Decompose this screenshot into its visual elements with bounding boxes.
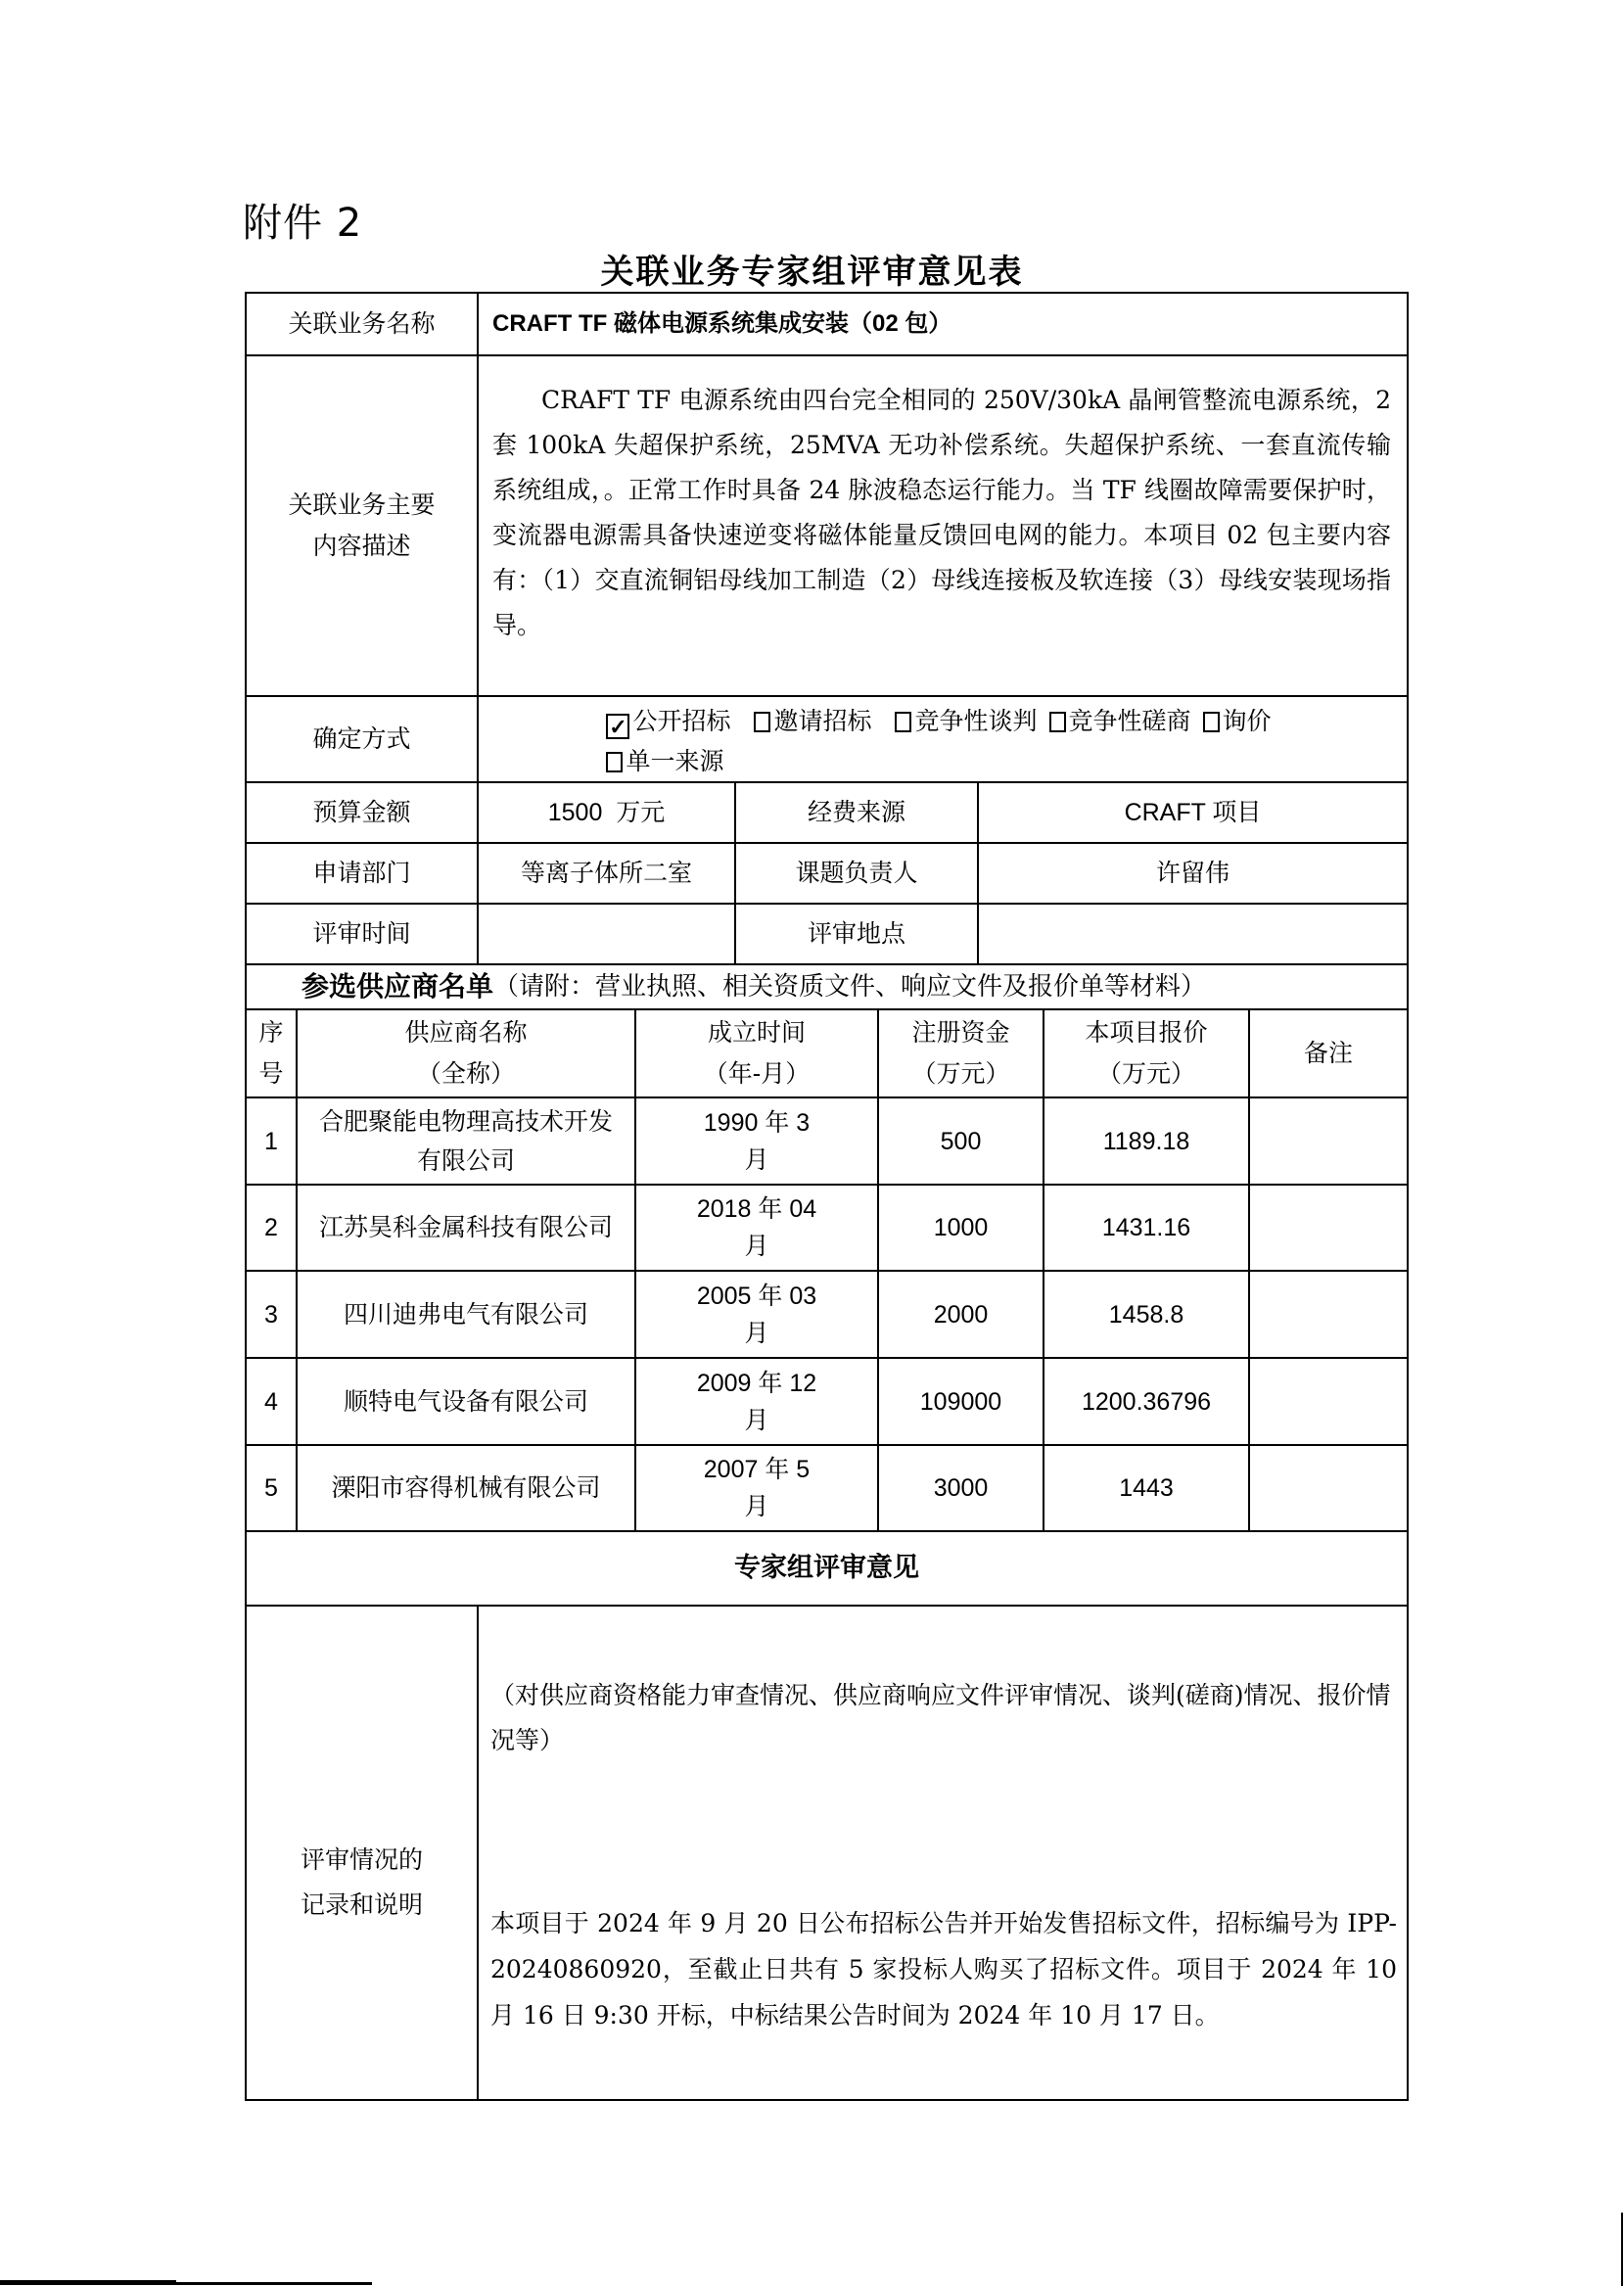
supplier-quote-cell: [1044, 1098, 1250, 1186]
supplier-quote: 1443: [1119, 1474, 1174, 1502]
supplier-quote-cell: [1044, 1359, 1250, 1446]
supplier-seq-cell: [247, 1446, 298, 1532]
supplier-name: 合肥聚能电物理高技术开发有限公司: [318, 1106, 613, 1175]
col-header-founded: [636, 1010, 879, 1098]
project-leader-value: [979, 844, 1407, 905]
method-option-label: 竞争性谈判: [914, 707, 1038, 735]
budget-label: [247, 783, 479, 844]
supplier-quote-cell: [1044, 1186, 1250, 1272]
col-header-capital: [879, 1010, 1044, 1098]
supplier-name-cell: [298, 1186, 636, 1272]
review-time-label: [247, 905, 479, 965]
col-header-seq-line2: 号: [258, 1059, 284, 1088]
col-header-seq: [247, 1010, 298, 1098]
supplier-capital: 1000: [933, 1214, 989, 1241]
form-table: [245, 292, 1409, 2101]
supplier-name: 溧阳市容得机械有限公司: [331, 1473, 601, 1502]
review-location-value: [979, 905, 1407, 965]
checkbox-unchecked-icon[interactable]: [606, 752, 623, 772]
supplier-capital: 500: [940, 1127, 982, 1155]
record-label: [247, 1607, 479, 2099]
col-header-capital-line2: （万元）: [911, 1059, 1010, 1088]
supplier-seq: 1: [264, 1127, 278, 1155]
review-location-label-text: 评审地点: [807, 919, 905, 948]
supplier-founded-cell: [636, 1272, 879, 1359]
method-label-text: 确定方式: [312, 724, 411, 753]
col-header-name-line2: （全称）: [416, 1059, 515, 1088]
supplier-remark-cell: [1250, 1098, 1407, 1186]
business-name-value: [479, 294, 1407, 356]
supplier-capital: 2000: [933, 1300, 989, 1329]
col-header-remark: [1250, 1010, 1407, 1098]
supplier-name: 江苏昊科金属科技有限公司: [318, 1213, 613, 1241]
col-header-name: [298, 1010, 636, 1098]
supplier-capital-cell: [879, 1272, 1044, 1359]
supplier-list-heading-note: （请附：营业执照、相关资质文件、响应文件及报价单等材料）: [493, 972, 1207, 1002]
supplier-founded: 2007 年 5 月: [703, 1456, 811, 1520]
supplier-name-cell: [298, 1098, 636, 1186]
review-body-text: 本项目于 2024 年 9 月 20 日公布招标公告并开始发售招标文件，招标编号为 IPP-20240860920，至截止日共有 5 家投标人购买了招标文件。项目于 2024 年 10 月 16 日 9:30 开标，中标结果公告时间为 2024 年 10 月 17 日。: [490, 1909, 1397, 2029]
supplier-quote: 1189.18: [1102, 1127, 1190, 1155]
col-header-quote: [1044, 1010, 1250, 1098]
supplier-name-cell: [298, 1359, 636, 1446]
col-header-capital-line1: 注册资金: [911, 1018, 1010, 1047]
supplier-name-cell: [298, 1272, 636, 1359]
supplier-capital: 3000: [933, 1474, 989, 1502]
description-label: [247, 356, 479, 697]
description-label-line1: 关联业务主要: [288, 490, 436, 519]
supplier-founded-cell: [636, 1359, 879, 1446]
method-option[interactable]: [606, 707, 731, 740]
funding-source-label-text: 经费来源: [807, 798, 905, 826]
supplier-quote-cell: [1044, 1446, 1250, 1532]
supplier-capital: 109000: [919, 1387, 1002, 1416]
project-leader-label: [736, 844, 979, 905]
review-time-value: [479, 905, 736, 965]
opinion-section-title: [247, 1532, 1407, 1607]
method-option[interactable]: [606, 747, 723, 775]
supplier-founded-cell: [636, 1446, 879, 1532]
method-option[interactable]: [1049, 707, 1191, 735]
col-header-quote-line2: （万元）: [1096, 1059, 1195, 1088]
budget-label-text: 预算金额: [312, 798, 411, 826]
supplier-capital-cell: [879, 1186, 1044, 1272]
department-label: [247, 844, 479, 905]
supplier-founded-cell: [636, 1098, 879, 1186]
supplier-list-heading: [247, 965, 1407, 1010]
supplier-seq: 2: [264, 1214, 278, 1241]
department-value-text: 等离子体所二室: [520, 859, 692, 887]
supplier-seq-cell: [247, 1098, 298, 1186]
project-leader-label-text: 课题负责人: [795, 859, 918, 887]
supplier-capital-cell: [879, 1098, 1044, 1186]
method-option[interactable]: [895, 707, 1037, 735]
checkbox-unchecked-icon[interactable]: [754, 712, 770, 732]
review-location-label: [736, 905, 979, 965]
checkbox-checked-icon[interactable]: ✓: [606, 714, 629, 739]
description-label-line2: 内容描述: [312, 532, 411, 560]
supplier-founded: 2018 年 04 月: [696, 1195, 817, 1260]
supplier-remark-cell: [1250, 1446, 1407, 1532]
review-time-label-text: 评审时间: [312, 919, 411, 948]
department-label-text: 申请部门: [312, 859, 411, 887]
supplier-remark-cell: [1250, 1359, 1407, 1446]
business-name-value-text: CRAFT TF 磁体电源系统集成安装（02 包）: [492, 310, 952, 337]
supplier-founded: 1990 年 3 月: [703, 1108, 811, 1174]
description-value: [479, 356, 1407, 697]
record-label-line1: 评审情况的: [300, 1844, 423, 1874]
col-header-founded-line1: 成立时间: [707, 1018, 806, 1047]
method-label: [247, 697, 479, 783]
method-option-label: 询价: [1222, 707, 1272, 735]
checkbox-unchecked-icon[interactable]: [895, 712, 911, 732]
page-title: 关联业务专家组评审意见表: [600, 253, 1024, 292]
supplier-remark-cell: [1250, 1272, 1407, 1359]
review-intro-text: （对供应商资格能力审查情况、供应商响应文件评审情况、谈判(磋商)情况、报价情况等）: [490, 1681, 1391, 1754]
method-option[interactable]: [754, 707, 871, 735]
col-header-founded-line2: （年-月）: [703, 1059, 811, 1088]
method-option-label: 邀请招标: [773, 707, 872, 735]
supplier-quote-cell: [1044, 1272, 1250, 1359]
supplier-seq-cell: [247, 1186, 298, 1272]
scan-edge-artifact: [176, 2282, 372, 2285]
supplier-quote: 1200.36796: [1081, 1387, 1212, 1416]
opinion-section-title-text: 专家组评审意见: [734, 1553, 919, 1583]
record-content: [479, 1607, 1407, 2099]
description-text: CRAFT TF 电源系统由四台完全相同的 250V/30kA 晶闸管整流电源系统，2 套 100kA 失超保护系统，25MVA 无功补偿系统。失超保护系统、一套直流传输系统组成，。正常工作时具备 24 脉波稳态运行能力。当 TF 线圈故障需要保护时，变流器电源需具备快速逆变将磁体能量反馈回电网的能力。本项目 02 包主要内容有：（1）交直流铜铝母线加工制造（2）母线连接板及软连接（3）母线安装现场指导。: [492, 386, 1391, 639]
scan-edge-artifact: [1621, 2213, 1623, 2286]
col-header-quote-line1: 本项目报价: [1085, 1018, 1208, 1047]
checkbox-unchecked-icon[interactable]: [1049, 712, 1066, 732]
checkbox-unchecked-icon[interactable]: [1203, 712, 1220, 732]
budget-value: [479, 783, 736, 844]
business-name-label-text: 关联业务名称: [288, 309, 436, 338]
method-option-label: 单一来源: [626, 747, 724, 775]
method-options-list: [592, 697, 1292, 781]
supplier-list-heading-bold: 参选供应商名单: [302, 970, 494, 1003]
supplier-capital-cell: [879, 1359, 1044, 1446]
funding-source-value: [979, 783, 1407, 844]
business-name-label: [247, 294, 479, 356]
supplier-founded-cell: [636, 1186, 879, 1272]
supplier-name-cell: [298, 1446, 636, 1532]
supplier-quote: 1458.8: [1108, 1300, 1184, 1329]
supplier-name: 四川迪弗电气有限公司: [343, 1299, 588, 1329]
method-option-label: 公开招标: [632, 707, 731, 735]
supplier-founded: 2009 年 12 月: [696, 1369, 817, 1434]
department-value: [479, 844, 736, 905]
method-options: [479, 697, 1407, 783]
col-header-name-line1: 供应商名称: [404, 1018, 528, 1047]
attachment-label: 附件 2: [243, 201, 363, 246]
supplier-seq: 5: [264, 1474, 278, 1502]
supplier-name: 顺特电气设备有限公司: [343, 1386, 588, 1416]
project-leader-value-text: 许留伟: [1155, 859, 1230, 887]
supplier-seq: 3: [264, 1300, 278, 1329]
scan-edge-artifact: [0, 2280, 176, 2285]
method-option-label: 竞争性磋商: [1068, 707, 1191, 735]
budget-value-text: 1500 万元: [547, 799, 666, 826]
supplier-seq-cell: [247, 1272, 298, 1359]
record-label-line2: 记录和说明: [300, 1889, 423, 1919]
supplier-seq-cell: [247, 1359, 298, 1446]
supplier-seq: 4: [264, 1387, 278, 1416]
col-header-remark-text: 备注: [1303, 1039, 1353, 1067]
method-option[interactable]: [1203, 707, 1272, 735]
supplier-capital-cell: [879, 1446, 1044, 1532]
col-header-seq-line1: 序: [258, 1018, 284, 1047]
supplier-remark-cell: [1250, 1186, 1407, 1272]
supplier-founded: 2005 年 03 月: [696, 1282, 817, 1347]
supplier-quote: 1431.16: [1101, 1214, 1191, 1241]
funding-source-value-text: CRAFT 项目: [1124, 799, 1262, 826]
funding-source-label: [736, 783, 979, 844]
